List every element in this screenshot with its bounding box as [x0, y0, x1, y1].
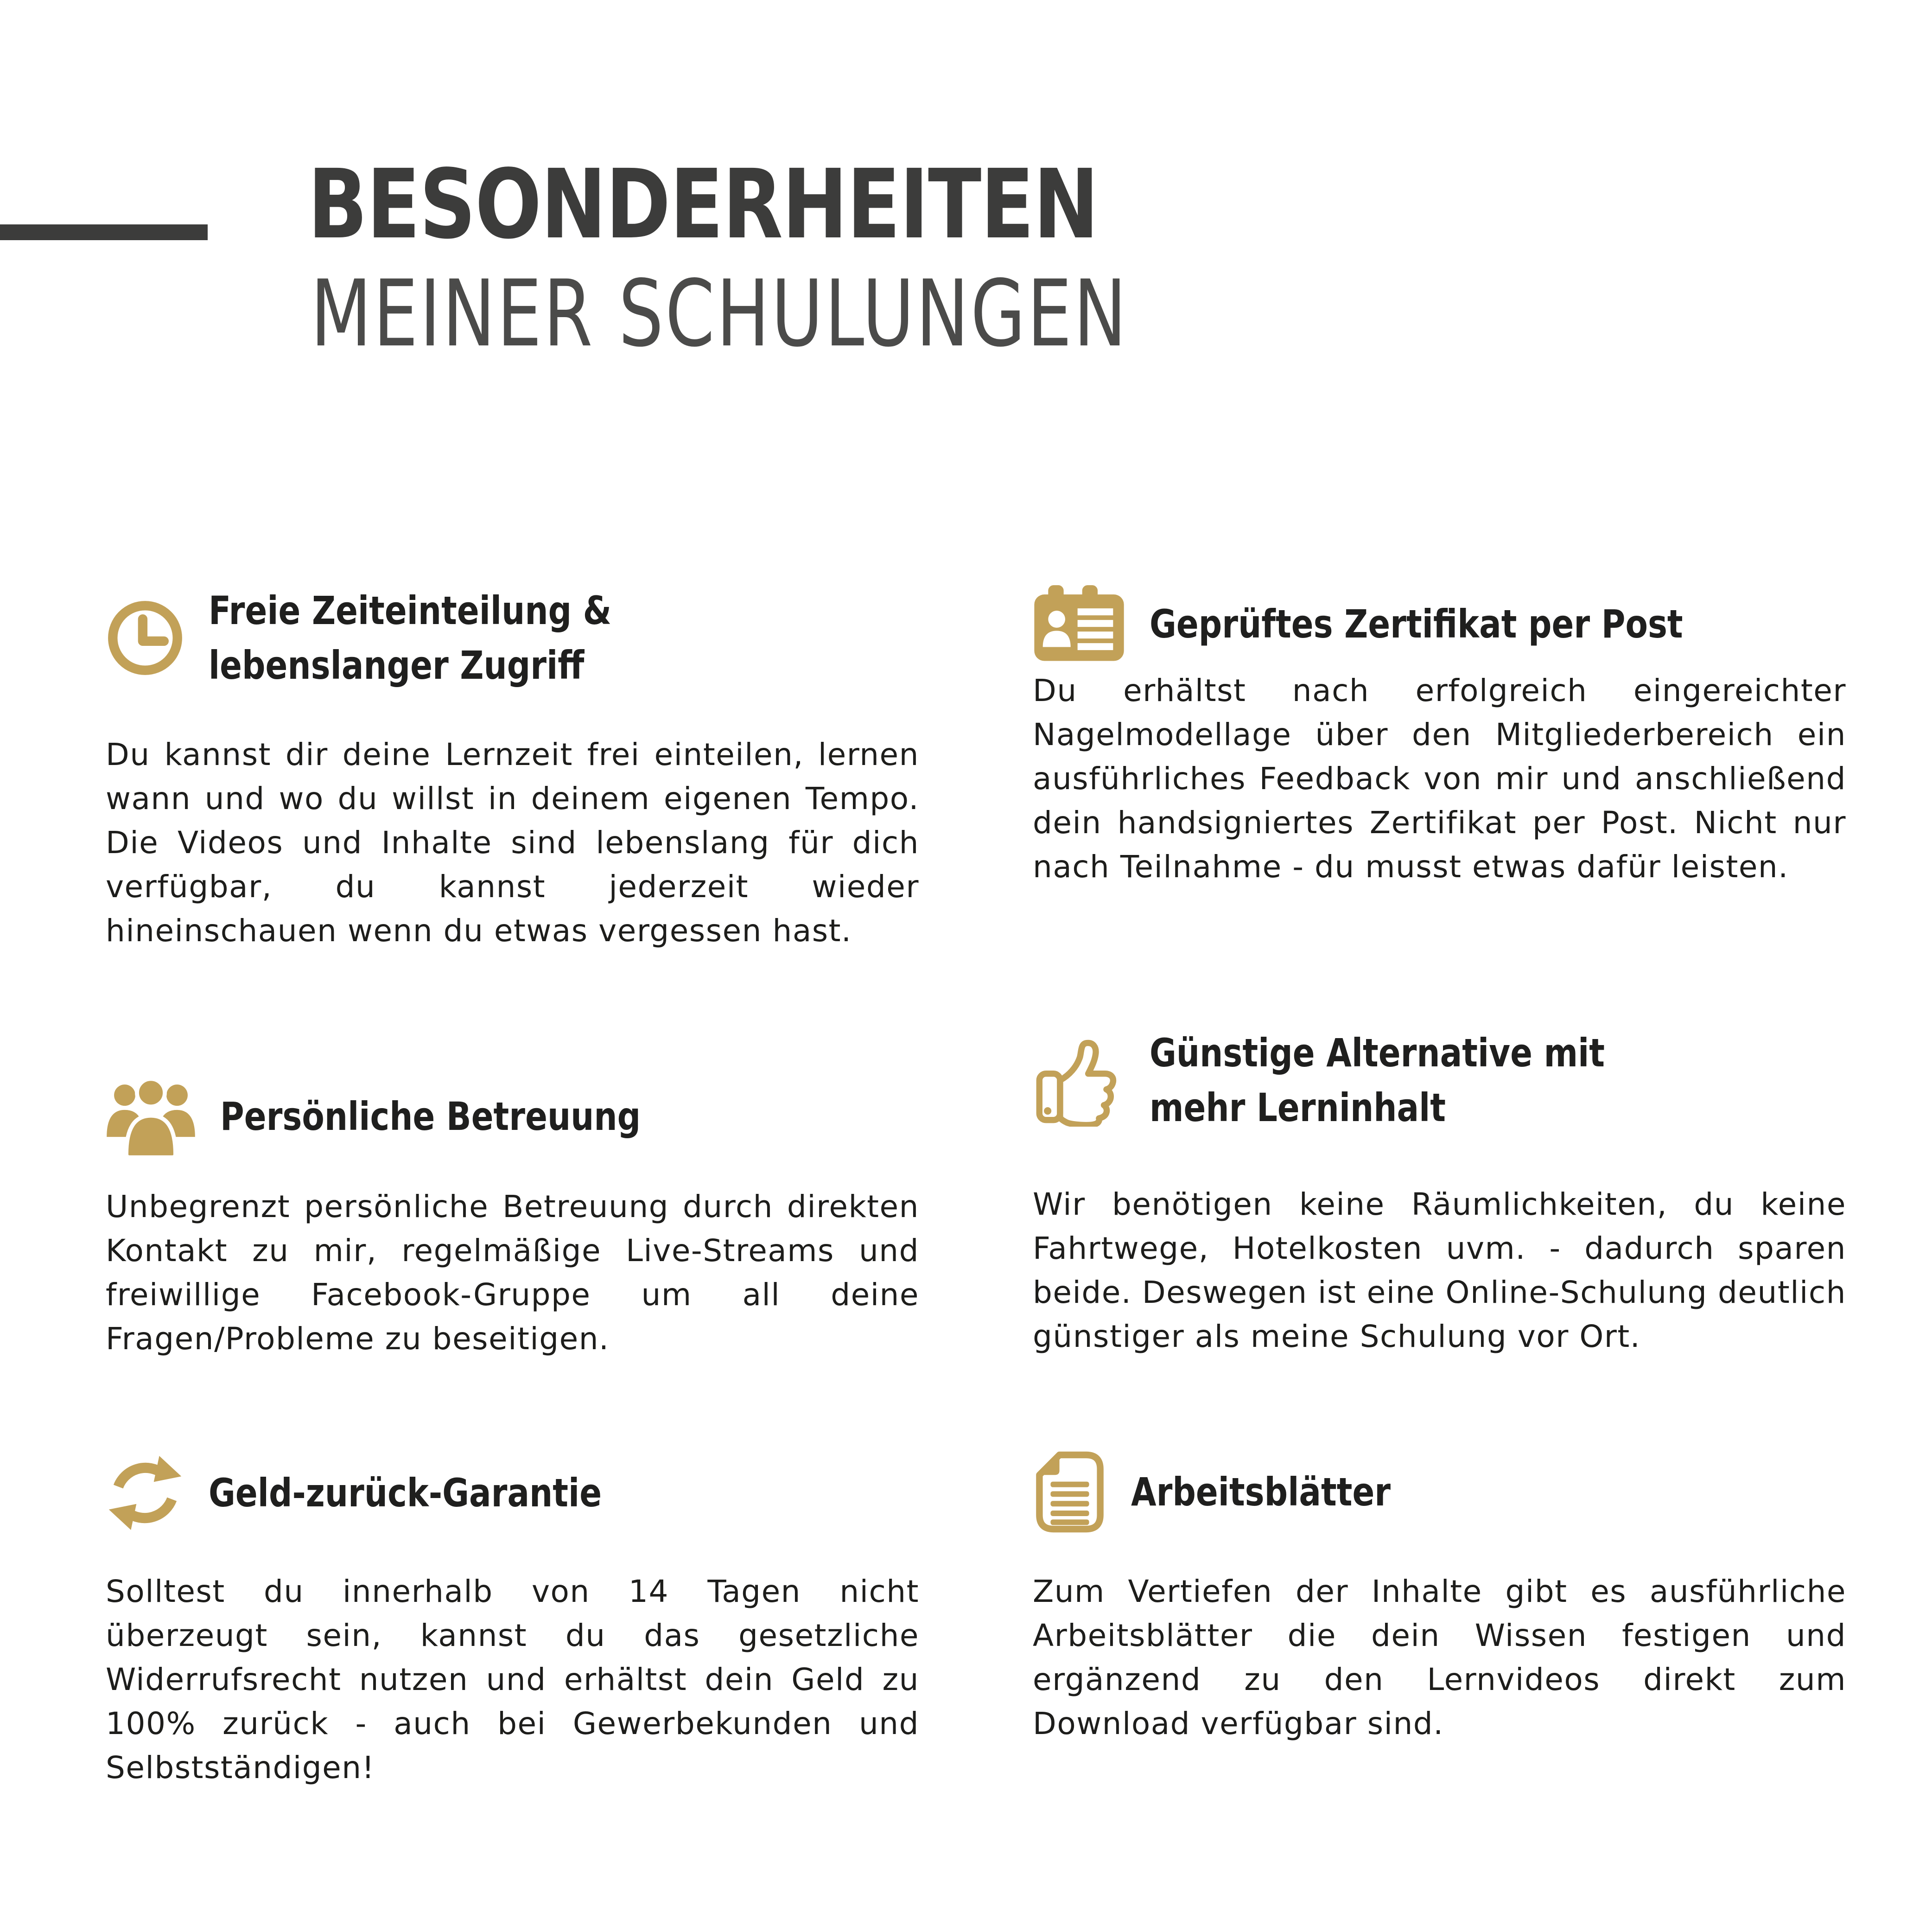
title-accent-bar [0, 224, 208, 240]
section-header-personal-support [106, 1075, 721, 1158]
section-body-worksheets: Zum Vertiefen der Inhalte gibt es ausführliche Arbeitsblätter die dein Wissen festigen und ergänzend zu den Lernvideos direkt zum Download verfügbar sind. [1033, 1574, 1846, 1741]
section-body-free-time: Du kannst dir deine Lernzeit frei einteilen, lernen wann und wo du willst in deinem eigenen Tempo. Die Videos und Inhalte sind lebenslang für dich verfügbar, du kannst jederzeit wieder hineinschauen wenn du etwas vergessen hast. [106, 737, 919, 949]
section-body-certificate: Du erhältst nach erfolgreich eingereichter Nagelmodellage über den Mitgliederbereich ein ausführliches Feedback von mir und anschließend dein handsigniertes Zertifikat per Post. Nicht nur nach Teilnahme - du musst etwas dafür leisten. [1033, 673, 1846, 885]
thumbs-up-icon [1033, 1034, 1125, 1127]
section-heading [1131, 1465, 1391, 1519]
heading-line: lebenslanger Zugriff [209, 643, 585, 688]
clock-icon [106, 599, 184, 677]
heading-line: Günstige Alternative mit [1150, 1030, 1605, 1076]
section-header-free-time [106, 583, 688, 693]
section-heading [1150, 597, 1683, 651]
heading-line: Persönliche Betreuung [220, 1094, 641, 1139]
section-header-money-back [106, 1454, 677, 1532]
doc-icon [1033, 1451, 1107, 1533]
heading-line: mehr Lerninhalt [1150, 1085, 1446, 1130]
section-body-money-back: Solltest du innerhalb von 14 Tagen nicht überzeugt sein, kannst du das gesetzliche Widerrufsrecht nutzen und erhältst dein Geld zu 100% zurück - auch bei Gewerbekunden und Selbstständigen! [106, 1574, 919, 1785]
section-header-certificate [1033, 585, 1785, 663]
heading-line: Geld-zurück-Garantie [209, 1470, 602, 1516]
section-heading [220, 1089, 641, 1144]
section-body-cheap-alternative: Wir benötigen keine Räumlichkeiten, du keine Fahrtwege, Hotelkosten uvm. - dadurch sparen beide. Deswegen ist eine Online-Schulung deutlich günstiger als meine Schulung vor Ort. [1033, 1186, 1846, 1354]
heading-line: Freie Zeiteinteilung & [209, 588, 612, 633]
users-icon [106, 1075, 196, 1158]
page-subtitle: MEINER SCHULUNGEN [311, 260, 1129, 367]
heading-line: Arbeitsblätter [1131, 1469, 1391, 1515]
refresh-icon [106, 1454, 184, 1532]
section-header-worksheets [1033, 1451, 1440, 1533]
section-body-personal-support: Unbegrenzt persönliche Betreuung durch direkten Kontakt zu mir, regelmäßige Live-Streams und freiwillige Facebook-Gruppe um all deine Fragen/Probleme zu beseitigen. [106, 1189, 919, 1357]
section-header-cheap-alternative [1033, 1026, 1691, 1135]
section-heading [209, 1466, 602, 1520]
section-heading [209, 583, 611, 693]
heading-line: Geprüftes Zertifikat per Post [1150, 601, 1683, 647]
page-title: BESONDERHEITEN [308, 149, 1099, 260]
id-card-icon [1033, 585, 1125, 663]
section-heading [1150, 1026, 1605, 1135]
